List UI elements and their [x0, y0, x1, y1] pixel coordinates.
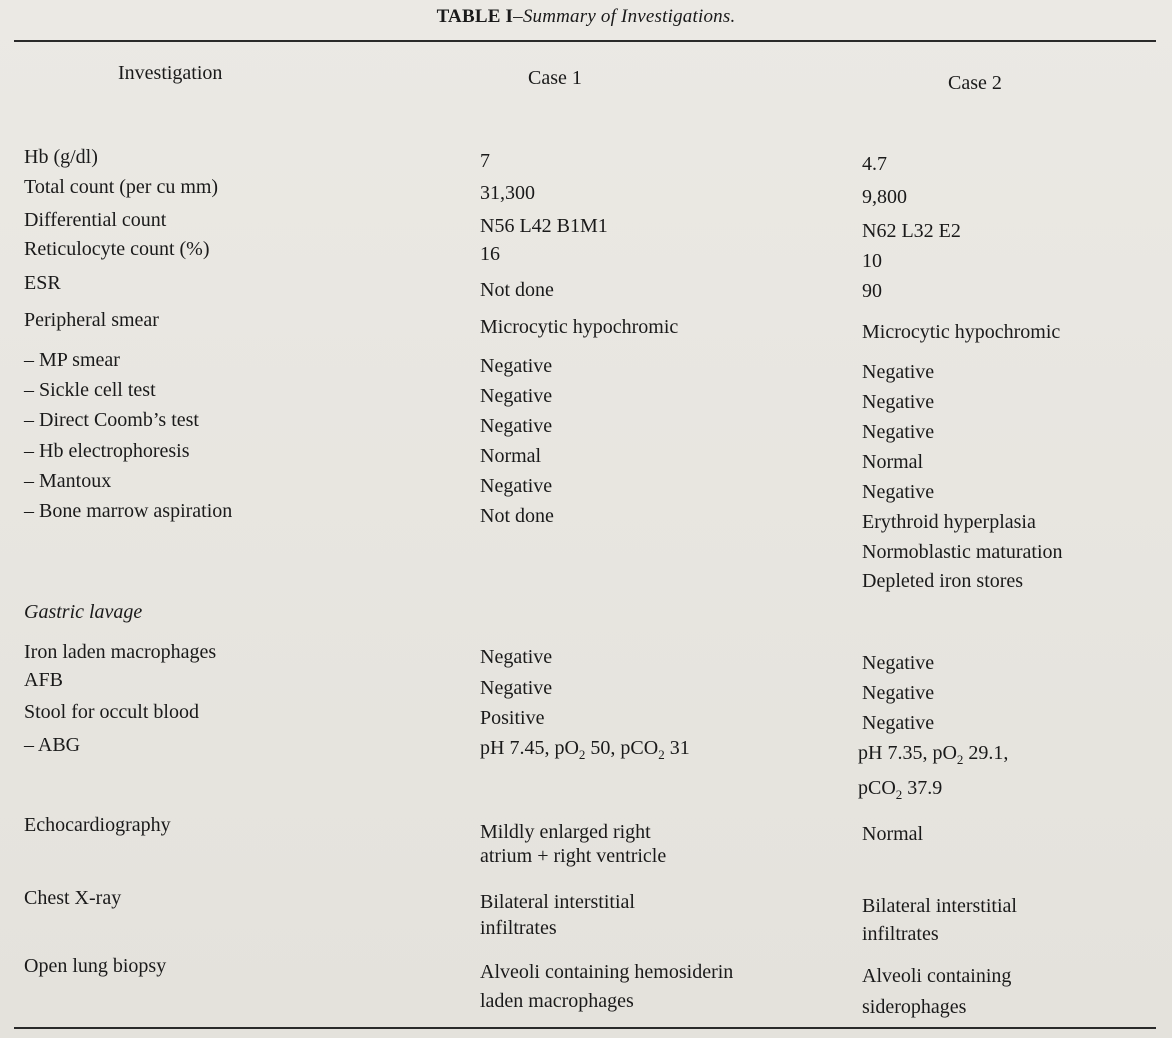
case2-cell: Normal — [862, 823, 924, 845]
investigation-cell: Differential count — [24, 209, 167, 231]
case1-cell: Not done — [480, 279, 554, 301]
case2-cell: 10 — [862, 250, 882, 272]
case1-cell: Bilateral interstitial — [480, 891, 635, 913]
case2-cell: Alveoli containing — [862, 965, 1012, 987]
investigation-cell: Hb (g/dl) — [24, 146, 98, 168]
abg-pco2-sub: 2 — [895, 787, 903, 802]
bottom-rule — [14, 1027, 1156, 1029]
investigation-cell: – Hb electrophoresis — [24, 440, 190, 462]
investigation-cell: Open lung biopsy — [24, 955, 167, 977]
abg-case2-cell — [858, 739, 1008, 809]
case2-cell: N62 L32 E2 — [862, 220, 961, 242]
case1-cell: Negative — [480, 646, 553, 668]
table-subtitle: Summary of Investigations. — [522, 6, 736, 27]
case2-cell: Negative — [862, 361, 935, 383]
case1-cell: Negative — [480, 415, 553, 437]
investigation-cell: ESR — [24, 272, 61, 294]
investigation-cell: Stool for occult blood — [24, 701, 199, 723]
investigation-cell: AFB — [24, 669, 63, 691]
case2-cell: Negative — [862, 682, 935, 704]
case1-cell: laden macrophages — [480, 990, 634, 1012]
investigation-cell: – Bone marrow aspiration — [24, 500, 233, 522]
case1-cell: Negative — [480, 475, 553, 497]
case1-cell: Not done — [480, 505, 554, 527]
case1-cell: Normal — [480, 445, 542, 467]
header-case2: Case 2 — [948, 72, 1002, 94]
abg-pco2-val: 31 — [664, 737, 690, 759]
abg-pco2-sub: 2 — [658, 747, 665, 762]
investigation-cell: – Mantoux — [24, 470, 112, 492]
case1-cell: Mildly enlarged right — [480, 821, 651, 843]
investigation-cell: – Sickle cell test — [24, 379, 156, 401]
case2-cell: Negative — [862, 421, 935, 443]
case1-cell: Negative — [480, 355, 553, 377]
abg-po2-val: 50, — [585, 737, 616, 759]
case1-cell: Positive — [480, 707, 545, 729]
case1-cell: Microcytic hypochromic — [480, 316, 679, 338]
case2-cell: Microcytic hypochromic — [862, 321, 1061, 343]
case2-cell: siderophages — [862, 996, 967, 1018]
header-investigation: Investigation — [118, 62, 223, 84]
investigation-cell: Peripheral smear — [24, 309, 159, 331]
investigation-cell: – ABG — [24, 734, 81, 756]
case1-cell: infiltrates — [480, 917, 557, 939]
investigation-cell: Gastric lavage — [24, 601, 143, 623]
case2-cell: Negative — [862, 481, 935, 503]
case2-cell: Negative — [862, 712, 935, 734]
case2-cell: 90 — [862, 280, 882, 302]
abg-pco2-val: 37.9 — [902, 777, 943, 799]
abg-pco2: pCO — [615, 737, 659, 759]
case1-cell: N56 L42 B1M1 — [480, 215, 608, 237]
abg-case1-cell — [480, 734, 690, 769]
case2-cell: Depleted iron stores — [862, 570, 1024, 592]
case2-cell: Normal — [862, 451, 924, 473]
abg-pco2: pCO — [858, 777, 896, 799]
investigation-cell: Echocardiography — [24, 814, 171, 836]
table-title — [0, 6, 1172, 28]
investigation-cell: Iron laden macrophages — [24, 641, 217, 663]
case1-cell: 7 — [480, 150, 490, 172]
case1-cell: 16 — [480, 243, 500, 265]
header-case1: Case 1 — [528, 67, 582, 89]
abg-ph: pH 7.35, — [858, 742, 928, 764]
case2-cell: infiltrates — [862, 923, 939, 945]
abg-po2-sub: 2 — [956, 752, 964, 767]
investigation-cell: Total count (per cu mm) — [24, 176, 219, 198]
case1-cell: atrium + right ventricle — [480, 845, 667, 867]
abg-po2-val: 29.1, — [963, 742, 1009, 764]
case2-cell: Normoblastic maturation — [862, 541, 1063, 563]
abg-po2: pO — [927, 742, 957, 764]
abg-po2-sub: 2 — [578, 747, 586, 762]
case1-cell: 31,300 — [480, 182, 535, 204]
case2-cell: Bilateral interstitial — [862, 895, 1017, 917]
top-rule — [14, 40, 1156, 42]
investigation-cell: – Direct Coomb’s test — [24, 409, 199, 431]
investigation-cell: – MP smear — [24, 349, 120, 371]
investigation-cell: Chest X-ray — [24, 887, 122, 909]
case2-cell: 9,800 — [862, 186, 907, 208]
case2-cell: 4.7 — [862, 153, 887, 175]
investigation-cell: Reticulocyte count (%) — [24, 238, 210, 260]
case2-cell: Erythroid hyperplasia — [862, 511, 1036, 533]
case1-cell: Negative — [480, 677, 553, 699]
case1-cell: Alveoli containing hemosiderin — [480, 961, 734, 983]
case1-cell: Negative — [480, 385, 553, 407]
table-label: TABLE I — [436, 6, 514, 27]
title-dash: – — [513, 6, 523, 27]
case2-cell: Negative — [862, 391, 935, 413]
abg-ph: pH 7.45, — [480, 737, 550, 759]
case2-cell: Negative — [862, 652, 935, 674]
abg-po2: pO — [549, 737, 579, 759]
